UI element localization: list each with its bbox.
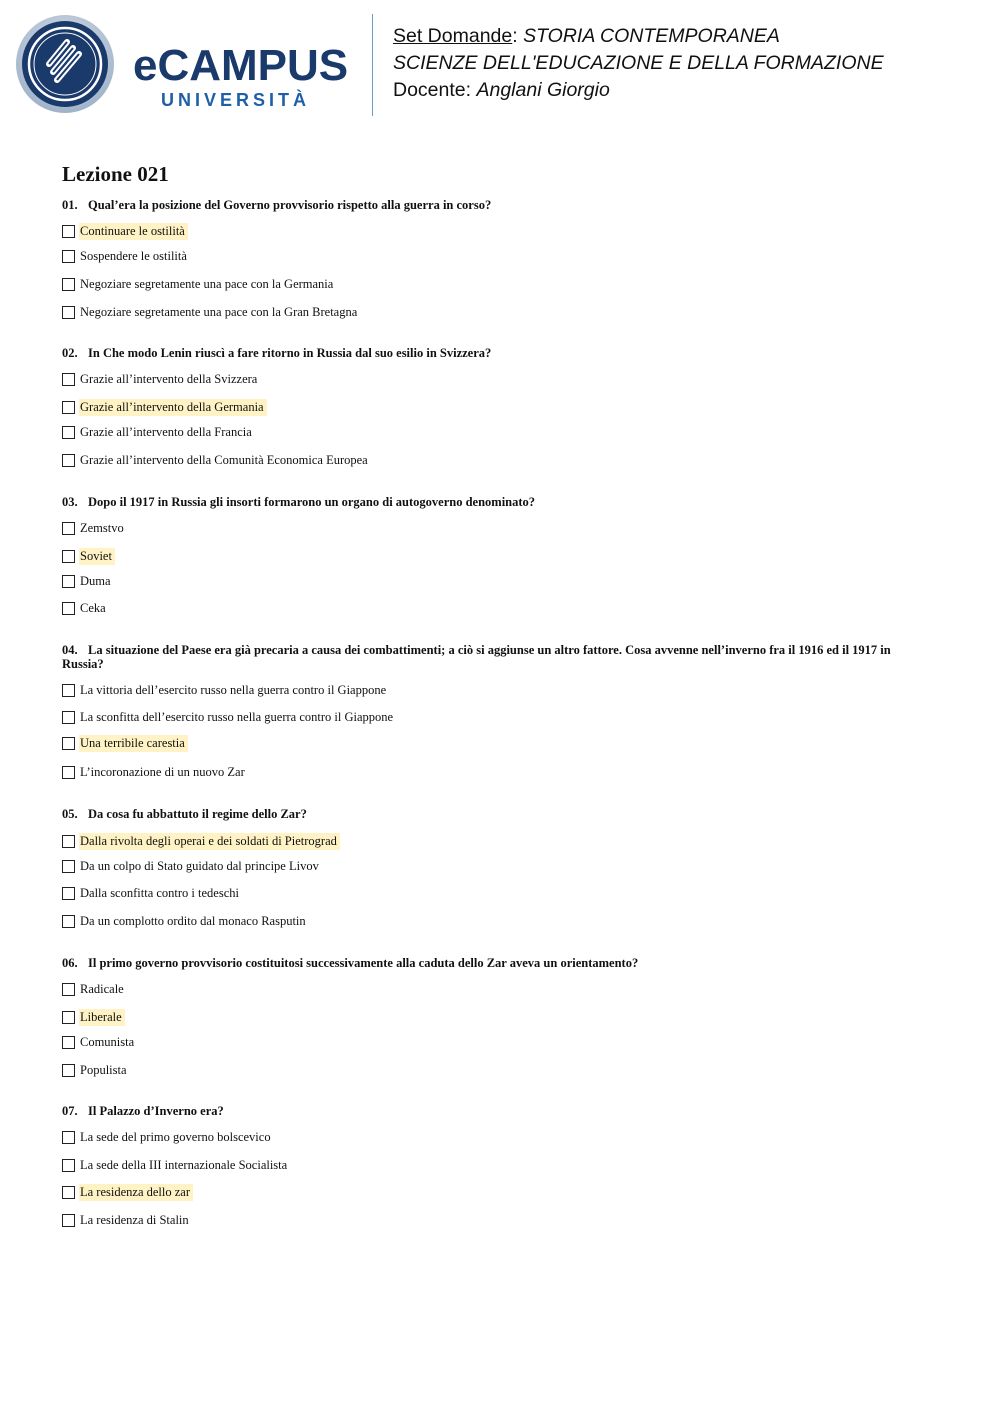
- question-number: 03.: [62, 495, 78, 509]
- checkbox[interactable]: [62, 225, 75, 238]
- answer-label: Continuare le ostilità: [79, 223, 188, 240]
- question-number: 06.: [62, 956, 78, 970]
- teacher-label: Docente: [393, 79, 466, 101]
- answer-05-d[interactable]: [62, 912, 309, 930]
- answer-label: Duma: [80, 573, 111, 588]
- answer-label: La sconfitta dell’esercito russo nella guerra contro il Giappone: [80, 709, 394, 724]
- answer-label: Soviet: [79, 548, 115, 565]
- answer-label: Grazie all’intervento della Svizzera: [80, 371, 258, 386]
- answer-label: La residenza di Stalin: [80, 1212, 189, 1227]
- checkbox[interactable]: [62, 454, 75, 467]
- question-01: [62, 198, 912, 212]
- answer-07-c[interactable]: [62, 1183, 193, 1201]
- answer-05-c[interactable]: [62, 884, 242, 902]
- checkbox[interactable]: [62, 1011, 75, 1024]
- checkbox[interactable]: [62, 1131, 75, 1144]
- question-number: 05.: [62, 807, 78, 821]
- answer-04-d[interactable]: [62, 763, 248, 781]
- answer-label: La sede del primo governo bolscevico: [80, 1129, 271, 1144]
- checkbox[interactable]: [62, 550, 75, 563]
- checkbox[interactable]: [62, 522, 75, 535]
- set-label: Set Domande: [393, 25, 513, 47]
- question-text: In Che modo Lenin riuscì a fare ritorno in Russia dal suo esilio in Svizzera?: [88, 346, 492, 360]
- question-text: Il primo governo provvisorio costituitosi successivamente alla caduta dello Zar aveva un orientamento?: [88, 956, 639, 970]
- checkbox[interactable]: [62, 835, 75, 848]
- checkbox[interactable]: [62, 426, 75, 439]
- teacher-name: Anglani Giorgio: [476, 79, 610, 101]
- answer-label: Liberale: [79, 1009, 125, 1026]
- answer-label: Comunista: [80, 1034, 135, 1049]
- question-number: 07.: [62, 1104, 78, 1118]
- answer-label: Dalla rivolta degli operai e dei soldati di Pietrograd: [79, 833, 340, 850]
- checkbox[interactable]: [62, 1064, 75, 1077]
- answer-04-a[interactable]: [62, 681, 389, 699]
- checkbox[interactable]: [62, 915, 75, 928]
- question-02: [62, 346, 912, 360]
- ecampus-seal-icon: [15, 14, 360, 118]
- answer-04-c[interactable]: [62, 734, 188, 752]
- brand-subtitle: UNIVERSITÀ: [161, 90, 311, 110]
- answer-06-d[interactable]: [62, 1061, 130, 1079]
- teacher-line: Docente: Anglani Giorgio: [393, 79, 610, 101]
- answer-03-b[interactable]: [62, 547, 115, 565]
- brand-name: eCAMPUS: [133, 41, 349, 90]
- lesson-title: Lezione 021: [62, 162, 169, 186]
- answer-label: Negoziare segretamente una pace con la Germania: [80, 276, 334, 291]
- answer-label: Grazie all’intervento della Germania: [79, 399, 267, 416]
- answer-03-a[interactable]: [62, 519, 127, 537]
- question-number: 04.: [62, 643, 78, 657]
- answer-label: L’incoronazione di un nuovo Zar: [80, 764, 245, 779]
- checkbox[interactable]: [62, 602, 75, 615]
- question-text: Dopo il 1917 in Russia gli insorti formarono un organo di autogoverno denominato?: [88, 495, 536, 509]
- question-07: [62, 1104, 912, 1118]
- answer-07-b[interactable]: [62, 1156, 290, 1174]
- answer-07-a[interactable]: [62, 1128, 274, 1146]
- answer-label: Da un colpo di Stato guidato dal principe Livov: [80, 858, 319, 873]
- document-header: [393, 23, 884, 104]
- question-03: [62, 495, 912, 509]
- answer-02-d[interactable]: [62, 451, 371, 469]
- checkbox[interactable]: [62, 250, 75, 263]
- answer-label: Grazie all’intervento della Francia: [80, 424, 252, 439]
- answer-label: Sospendere le ostilità: [80, 248, 187, 263]
- checkbox[interactable]: [62, 766, 75, 779]
- ecampus-logo: [15, 14, 360, 118]
- checkbox[interactable]: [62, 306, 75, 319]
- answer-03-c[interactable]: [62, 572, 114, 590]
- answer-label: La vittoria dell’esercito russo nella guerra contro il Giappone: [80, 682, 387, 697]
- answer-label: Negoziare segretamente una pace con la Gran Bretagna: [80, 304, 358, 319]
- checkbox[interactable]: [62, 278, 75, 291]
- answer-01-b[interactable]: [62, 247, 190, 265]
- answer-01-c[interactable]: [62, 275, 336, 293]
- course-name: SCIENZE DELL'EDUCAZIONE E DELLA FORMAZIONE: [393, 52, 884, 74]
- header-divider: [372, 14, 373, 116]
- set-title: STORIA CONTEMPORANEA: [523, 25, 780, 47]
- answer-02-c[interactable]: [62, 423, 255, 441]
- checkbox[interactable]: [62, 1159, 75, 1172]
- checkbox[interactable]: [62, 373, 75, 386]
- answer-label: La sede della III internazionale Socialista: [80, 1157, 288, 1172]
- answer-label: Grazie all’intervento della Comunità Economica Europea: [80, 452, 368, 467]
- checkbox[interactable]: [62, 1186, 75, 1199]
- answer-06-c[interactable]: [62, 1033, 137, 1051]
- checkbox[interactable]: [62, 684, 75, 697]
- checkbox[interactable]: [62, 1214, 75, 1227]
- answer-label: Zemstvo: [80, 520, 124, 535]
- answer-01-d[interactable]: [62, 303, 360, 321]
- answer-05-a[interactable]: [62, 832, 340, 850]
- checkbox[interactable]: [62, 401, 75, 414]
- question-text: Da cosa fu abbattuto il regime dello Zar?: [88, 807, 307, 821]
- answer-01-a[interactable]: [62, 222, 188, 240]
- answer-05-b[interactable]: [62, 857, 322, 875]
- answer-02-b[interactable]: [62, 398, 267, 416]
- answer-06-b[interactable]: [62, 1008, 125, 1026]
- answer-label: Dalla sconfitta contro i tedeschi: [80, 885, 239, 900]
- answer-label: Populista: [80, 1062, 127, 1077]
- answer-03-d[interactable]: [62, 599, 109, 617]
- checkbox[interactable]: [62, 887, 75, 900]
- question-text: Qual’era la posizione del Governo provvisorio rispetto alla guerra in corso?: [88, 198, 492, 212]
- checkbox[interactable]: [62, 737, 75, 750]
- answer-label: Radicale: [80, 981, 124, 996]
- answer-02-a[interactable]: [62, 370, 260, 388]
- answer-06-a[interactable]: [62, 980, 127, 998]
- answer-label: Una terribile carestia: [79, 735, 188, 752]
- answer-04-b[interactable]: [62, 708, 396, 726]
- checkbox[interactable]: [62, 711, 75, 724]
- checkbox[interactable]: [62, 575, 75, 588]
- question-05: [62, 807, 912, 821]
- set-line: Set Domande: STORIA CONTEMPORANEA: [393, 25, 780, 47]
- answer-07-d[interactable]: [62, 1211, 192, 1229]
- question-06: [62, 956, 912, 970]
- answer-label: Ceka: [80, 600, 106, 615]
- question-text: Il Palazzo d’Inverno era?: [88, 1104, 224, 1118]
- question-number: 01.: [62, 198, 78, 212]
- answer-label: Da un complotto ordito dal monaco Rasputin: [80, 913, 306, 928]
- checkbox[interactable]: [62, 860, 75, 873]
- checkbox[interactable]: [62, 983, 75, 996]
- question-text: La situazione del Paese era già precaria a causa dei combattimenti; a ciò si aggiunse un altro fattore. Cosa avvenne nell’inverno fra il 1916 ed il 1917 in Russia?: [62, 643, 891, 671]
- question-number: 02.: [62, 346, 78, 360]
- checkbox[interactable]: [62, 1036, 75, 1049]
- question-04: [62, 643, 912, 671]
- answer-label: La residenza dello zar: [79, 1184, 193, 1201]
